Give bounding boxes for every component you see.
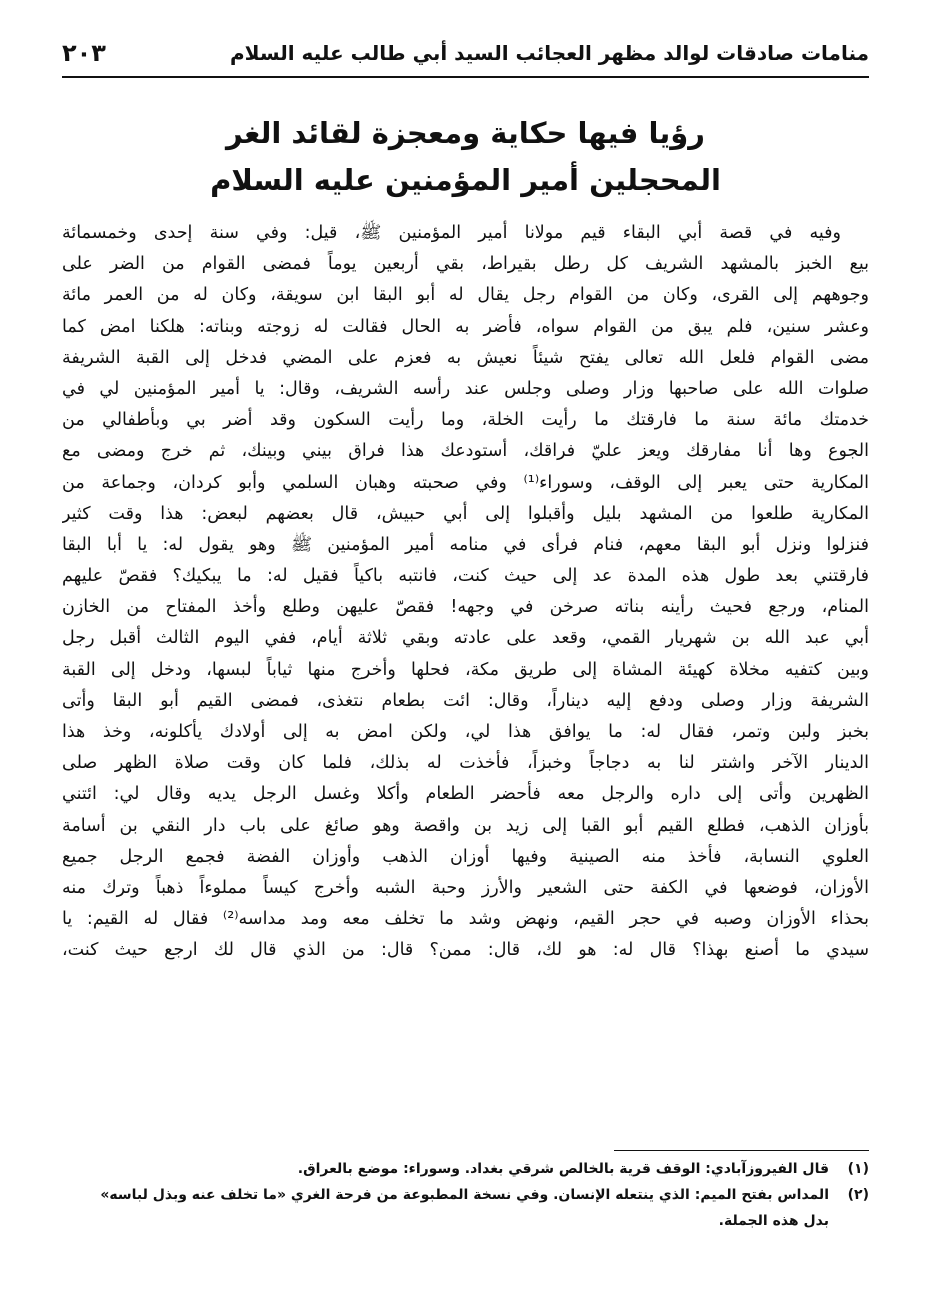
body-line: الشريفة وزار وصلى ودفع إليه ديناراً، وقال: ائت بطعام نتغذى، فمضى القيم أبو البقا وأتى — [62, 690, 869, 711]
footnotes — [62, 1156, 869, 1234]
footnote-mark: (١) — [847, 1161, 869, 1177]
page-number: ٢٠٣ — [62, 39, 106, 67]
body-line: وعشر سنين، فلم يبق من القوام سواه، فأضر به الحال فقالت له زوجته وبناته: هلكنا امض كما — [62, 316, 869, 337]
footnote-mark: (٢) — [847, 1187, 869, 1203]
footnote-2 — [62, 1182, 869, 1208]
body-line: مضى القوام فلعل الله تعالى يفتح شيئاً نعيش به فعزم على المضي فدخل إلى القبة الشريفة — [62, 347, 869, 368]
running-title: منامات صادقات لوالد مظهر العجائب السيد أبي طالب عليه السلام — [230, 41, 869, 65]
body-line: وفيه في قصة أبي البقاء قيم مولانا أمير المؤمنين ﷺ، قيل: وفي سنة إحدى وخمسمائة — [62, 223, 841, 243]
body-line: بيع الخبز بالمشهد الشريف كل رطل بقيراط، بقي أربعين يوماً فمضى القوام من الضر على — [62, 254, 869, 275]
header-rule — [62, 76, 869, 78]
body-line: بحذاء الأوزان وصبه في حجر القيم، ونهض وشد ما تخلف معه ومد مداسه⁽²⁾ فقال له القيم: يا — [62, 909, 869, 930]
heading-line-2: المحجلين أمير المؤمنين عليه السلام — [210, 163, 721, 197]
body-line: فنزلوا ونزل أبو البقا معهم، فنام فرأى في منامه أمير المؤمنين ﷺ وهو يقول له: يا أبا البقا — [62, 534, 869, 555]
footnote-text: المداس بفتح الميم: الذي ينتعله الإنسان. وفي نسخة المطبوعة من فرحة الغري «ما تخلف عنه وبذل لباسه» — [100, 1187, 829, 1203]
body-line: الدينار الآخر واشتر لنا به دجاجاً وخبزاً، فأخذت له بذلك، فلما كان وقت صلاة الظهر صلى — [62, 753, 869, 774]
heading-line-1: رؤيا فيها حكاية ومعجزة لقائد الغر — [226, 116, 705, 150]
body-text — [62, 218, 869, 967]
footnote-continuation: بدل هذه الجملة. — [718, 1213, 829, 1229]
body-line: المكارية طلعوا من المشهد بليل وأقبلوا إلى أبي حبيش، قال بعضهم لبعض: هذا وقت كثير — [62, 503, 869, 524]
body-line: الأوزان، فوضعها في الكفة حتى الشعير والأرز وحبة الشبه وأخرج كيساً مملوءاً ذهباً وترك منه — [62, 877, 869, 898]
body-line: خدمتك مائة سنة ما فارقتك ما رأيت الخلة، وما رأيت السكون وقد أضر بي وبأطفالي من — [62, 410, 869, 431]
body-line: بخبز ولبن وتمر، فقال له: ما يوافق هذا لي، ولكن امض به إلى أولادك يأكلونه، وخذ هذا — [62, 722, 869, 742]
body-line: صلوات الله على صاحبها وزار وصلى وجلس عند رأسه الشريف، وقال: يا أمير المؤمنين لي في — [62, 378, 869, 399]
running-header — [62, 36, 869, 70]
body-line: أبي عبد الله بن شهريار القمي، وقعد على عادته وبقي ثلاثة أيام، ففي اليوم الثالث أقبل رجل — [62, 628, 869, 649]
chapter-heading — [62, 110, 869, 204]
body-line: الجوع وها أنا مفارقك ويعز عليّ فراقك، أستودعك هذا فراق بيني وبينك، ثم خرج ومضى مع — [62, 441, 869, 462]
footnote-1 — [62, 1156, 869, 1182]
body-line: سيدي ما أصنع بهذا؟ قال له: هو لك، قال: ممن؟ قال: من الذي قال لك ارجع حيث كنت، — [62, 940, 869, 961]
footnote-text: قال الفيروزآبادي: الوقف قرية بالخالص شرقي بغداد. وسوراء: موضع بالعراق. — [297, 1161, 829, 1177]
body-line: العلوي النسابة، فأخذ منه الصينية وفيها أوزان الذهب وأوزان الفضة فجمع الرجل جميع — [62, 846, 869, 867]
body-line: المكارية حتى يعبر إلى الوقف، وسوراء⁽¹⁾ وفي صحبته وهبان السلمي وأبو كردان، وجماعة من — [62, 472, 869, 493]
body-line: الظهرين وأتى إلى داره والرجل معه فأحضر الطعام وأكلا وغسل الرجل يديه وقال لي: ائتني — [62, 784, 869, 805]
body-line: فارقتني بعد طول هذه المدة عد إلى حيث كنت، فانتبه باكياً فقيل له: ما يبكيك؟ فقصّ عليهم — [62, 566, 869, 587]
footnote-rule — [614, 1150, 869, 1151]
body-line: المنام، ورجع فحيث رأينه بناته صرخن في وجهه! فقصّ عليهن وطلع وأخذ المفتاح من الخازن — [62, 597, 869, 618]
body-line: بأوزان الذهب، فطلع القيم أبو القبا إلى زيد بن واقصة وهو صائغ على باب دار النقي بن أسامة — [62, 815, 869, 836]
body-line: وجوههم إلى القرى، وكان من القوام رجل يقال له أبو البقا ابن سويقة، وكان له من العمر مائة — [62, 285, 869, 306]
body-line: وبين كتفيه مخلاة كهيئة المشاة إلى طريق مكة، فحلها وأخرج منها ثياباً لبسها، ودخل إلى القبة — [62, 659, 869, 680]
